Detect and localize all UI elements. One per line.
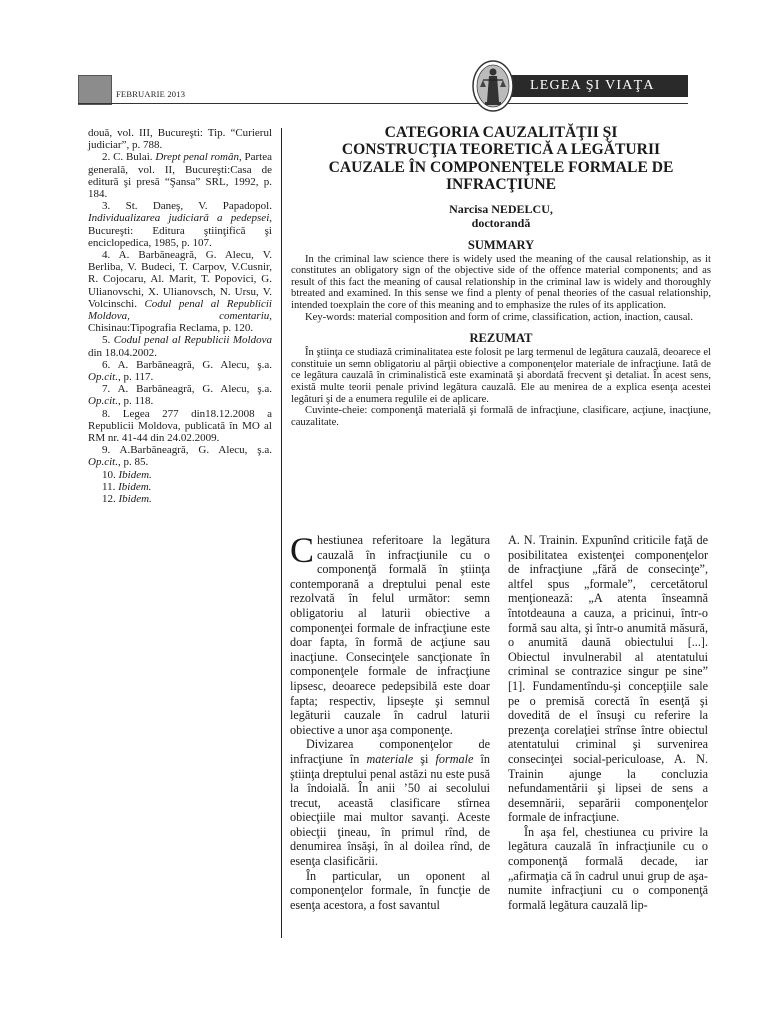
body-paragraph: În aşa fel, chestiunea cu privire la legătura cauzală în infracţiunile cu o componenţă formală decade, iar „afirmaţia că în cadrul unui grup de aşa-numite infracţiuni cu o componenţă formală legătura cauzală lip- [508, 824, 708, 912]
author-block [291, 202, 711, 230]
footnote-rest: , Bucureşti: Editura ştiinţifică şi enciclopedica, 1985, p. 107. [88, 212, 272, 249]
footnote-5 [88, 334, 272, 358]
body-text: hestiunea referitoare la legătura cauzală în infracţiunile cu o componenţă formală în ştiinţa contemporană a dreptului penal este rezolvată în felul următor: semn obligatoriu al laturii obiective a componenţei formale de infracţiune este doar fapta, în formă de acţiune sau inacţiune. Consecinţele sancţionate în componenţele formale de infracţiune lipsesc, deoarece pedepsibilă este doar fapta; respectiv, lipseşte şi semnul legăturii cauzale în cadrul laturii obiective a unor aşa componenţe. [290, 533, 490, 737]
title-line: CATEGORIA CAUZALITĂŢII ŞI [384, 124, 618, 141]
footnote-number: 6. [102, 358, 118, 371]
footnote-number: 9. [102, 444, 120, 457]
footnote-rest: Chisinau:Tipografia Reclama, p. 120. [88, 322, 254, 335]
footnote-number: 8. [102, 407, 123, 420]
footnote-12 [88, 493, 272, 505]
footnote-10 [88, 469, 272, 481]
footnote-title: Op.cit. [88, 395, 118, 408]
footnote-9 [88, 444, 272, 468]
footnote-title: Individualizarea judiciară a pedepsei [88, 212, 270, 225]
footnote-7 [88, 383, 272, 407]
rezumat-heading: REZUMAT [469, 331, 533, 346]
footnote-number: 2. [102, 151, 114, 164]
header-square [78, 75, 112, 105]
footnote-rest: din 18.04.2002. [88, 346, 158, 359]
body-text: Divizarea componenţelor de infracţiune în [290, 737, 490, 766]
footnote-title: Codul penal al Republicii Moldova, comentariu, [88, 297, 272, 323]
journal-title: LEGEA ŞI VIAŢA [530, 78, 655, 93]
footnote-author: Legea 277 din18.12.2008 a Republicii Moldova, publicată în MO al RM nr. 41-44 din 24.02.2009. [88, 407, 272, 445]
footnote-2 [88, 151, 272, 200]
footnote-author: A. Barbăneagră, G. Alecu, ş.a. [117, 383, 272, 396]
footnote-3 [88, 200, 272, 249]
body-text: în ştiinţa dreptului penal astăzi nu este pusă la îndoială. În anii ’50 ai secolului trecut, această clasificare stîrnea obiecţiile mai multor savanţi. Aceste obiecţii ţineau, în primul rînd, de denumirea însăşi, în al doilea rînd, de esenţa clasificării. [290, 751, 490, 869]
footnote-title: Drept penal român [155, 151, 239, 164]
body-paragraph: În particular, un oponent al componenţelor formale, în funcţie de esenţa acestora, a fost savantul [290, 868, 490, 912]
footnote-title: Ibidem. [118, 493, 152, 506]
footnote-title: Codul penal al Republicii Moldova [113, 334, 273, 347]
footnote-number: 11. [102, 480, 119, 493]
summary-heading: SUMMARY [467, 237, 535, 252]
footnote-6 [88, 359, 272, 383]
column-divider [281, 128, 282, 938]
footnote-number: 12. [102, 493, 119, 506]
body-emphasis: materiale [366, 751, 414, 766]
issue-date: FEBRUARIE 2013 [116, 89, 186, 99]
footnote-author: A. Barbăneagră, G. Alecu, V. Berliba, V. Budeci, T. Carpov, V.Cusnir, R. Cojocaru, Al. Marit, T. Popovici, G. Ulianovschi, X. Ulianovsch, N. Ursu, V. Volcinschi. [88, 249, 272, 310]
footnote-1-continuation: două, vol. III, Bucureşti: Tip. “Curierul judiciar”, p. 788. [88, 127, 272, 152]
footnotes-column [88, 127, 272, 505]
summary-text: In the criminal law science there is widely used the meaning of the causal relationship, as it constitutes an obligatory sign of the objective side of the offence material components; and as result of this fact the meaning of causal relationship in the criminal law is widely and thoroughly btreated and examined. In this sense we find a plenty of penal theories of the casual relationship, intended toexplain the core of this meaning and to emphasize the rules of its application. [291, 253, 711, 311]
justice-statue-icon [470, 56, 516, 112]
footnote-author: A. Barbăneagră, G. Alecu, ş.a. [117, 358, 272, 371]
body-column-2 [508, 533, 708, 912]
article-header [291, 124, 711, 428]
footnote-number: 10. [102, 468, 119, 481]
footnote-number: 4. [102, 249, 119, 262]
footnote-rest: , p. 118. [117, 395, 154, 408]
footnote-title: Ibidem. [118, 480, 152, 493]
footnote-number: 3. [102, 200, 126, 213]
rezumat-text: În ştiinţa ce studiază criminalitatea este folosit pe larg termenul de legătura cauzală, deoarece el constituie un semn obligatoriu al părţii obiective a componenţelor materiale de infracţiune. Iată de ce legătura cauzală în criminalistică este examinată şi abordată frecvent şi detaliat. În acest sens, există multe teorii penale privind legătura cauzală. Ele au menirea de a explica esenţa acestei legături şi de a enumera regulile ei de aplicare. [291, 347, 711, 405]
footnote-rest: , p. 117. [117, 371, 154, 384]
title-line: CAUZALE ÎN COMPONENŢELE FORMALE DE [328, 158, 674, 176]
footnote-title: Ibidem. [118, 468, 152, 481]
body-paragraph [290, 737, 490, 868]
footnote-rest: , p. 85. [117, 456, 149, 469]
footnote-8 [88, 408, 272, 445]
body-column-1 [290, 530, 490, 912]
title-line: INFRACŢIUNE [445, 176, 557, 194]
author-name: Narcisa NEDELCU, [449, 201, 553, 216]
summary-keywords: Key-words: material composition and form of crime, classification, action, inaction, causal. [305, 311, 694, 323]
footnote-author: St. Daneş, V. Papadopol. [125, 200, 272, 213]
title-line: CONSTRUCŢIA TEORETICĂ A LEGĂTURII [341, 141, 661, 159]
header-rule [78, 103, 688, 104]
body-paragraph: A. N. Trainin. Expunînd criticile faţă de posibilitatea existenţei componenţelor de infracţiune „fără de consecinţe”, altfel spus „formale”, cercetătorul menţionează: „A atenta înseamnă întotdeauna a cauza, a pricinui, într-o formă sau alta, şi într-o anumită măsură, o anumită daună obiectului [...]. Obiectul invulnerabil al atentatului criminal se contrazice singur pe sine” [1]. Fundamentîndu-şi concepţiile sale pe o premisă corectă în esenţă şi dovedită de el însuşi cu referire la prezenţa corelaţiei strînse între obiectul atentatului criminal şi survenirea consecinţei social-periculoase, A. N. Trainin ajunge la concluzia nefundamentării şi lipsei de sens a desemnării, separării componenţelor formale de infracţiune. [508, 533, 708, 825]
rezumat-keywords: Cuvinte-cheie: componenţă materială şi formală de infracţiune, clasificare, acţiune, inacţiune, cauzalitate. [291, 405, 711, 428]
footnote-author: C. Bulai. [113, 151, 156, 164]
body-emphasis: formale [435, 751, 474, 766]
footnote-title: Op.cit. [88, 456, 118, 469]
footnote-title: Op.cit. [88, 371, 118, 384]
article-title [291, 124, 711, 194]
footnote-author: A.Barbăneagră, G. Alecu, ş.a. [119, 444, 272, 457]
body-paragraph [290, 530, 490, 737]
footnote-4 [88, 249, 272, 334]
footnote-11 [88, 481, 272, 493]
author-role: doctorandă [471, 215, 531, 230]
footnote-rest: , Partea generală, vol. II, Bucureşti:Casa de editură şi presă “Şansa” SRL, 1992, p. 184. [88, 151, 273, 201]
footnote-number: 5. [102, 334, 114, 347]
body-text: şi [413, 751, 436, 766]
footnote-number: 7. [102, 383, 118, 396]
drop-cap: C [290, 530, 315, 570]
